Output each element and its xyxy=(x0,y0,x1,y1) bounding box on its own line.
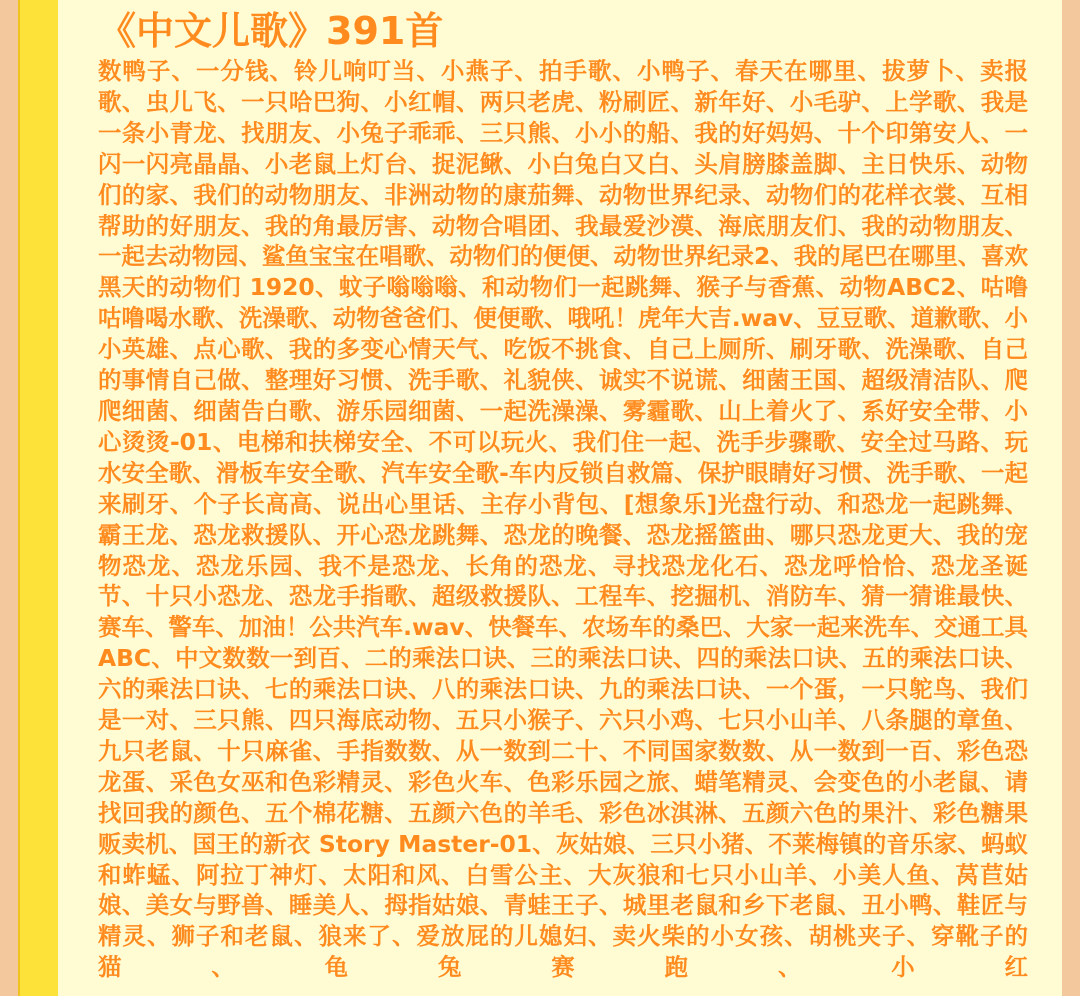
yellow-frame xyxy=(18,0,1062,996)
content-panel xyxy=(58,0,1062,996)
text-content xyxy=(98,6,1028,983)
page-title: 《中文儿歌》391首 xyxy=(98,9,444,53)
song-list-text: 数鸭子、一分钱、铃儿响叮当、小燕子、拍手歌、小鸭子、春天在哪里、拔萝卜、卖报歌、虫儿飞、一只哈巴狗、小红帽、两只老虎、粉刷匠、新年好、小毛驴、上学歌、我是一条小青龙、找朋友、小兔子乖乖、三只熊、小小的船、我的好妈妈、十个印第安人、一闪一闪亮晶晶、小老鼠上灯台、捉泥鳅、小白兔白又白、头肩膀膝盖脚、主日快乐、动物们的家、我们的动物朋友、非洲动物的康茄舞、动物世界纪录、动物们的花样衣裳、互相帮助的好朋友、我的角最厉害、动物合唱团、我最爱沙漠、海底朋友们、我的动物朋友、一起去动物园、鲨鱼宝宝在唱歌、动物们的便便、动物世界纪录2、我的尾巴在哪里、喜欢黑天的动物们 1920、蚊子嗡嗡嗡、和动物们一起跳舞、猴子与香蕉、动物ABC2、咕噜咕噜喝水歌、洗澡歌、动物爸爸们、便便歌、哦吼！虎年大吉.wav、豆豆歌、道歉歌、小小英雄、点心歌、我的多变心情天气、吃饭不挑食、自己上厕所、刷牙歌、洗澡歌、自己的事情自己做、整理好习惯、洗手歌、礼貌侠、诚实不说谎、细菌王国、超级清洁队、爬爬细菌、细菌告白歌、游乐园细菌、一起洗澡澡、雾霾歌、山上着火了、系好安全带、小心烫烫-01、电梯和扶梯安全、不可以玩火、我们住一起、洗手步骤歌、安全过马路、玩水安全歌、滑板车安全歌、汽车安全歌-车内反锁自救篇、保护眼睛好习惯、洗手歌、一起来刷牙、个子长高高、说出心里话、主存小背包、[想象乐]光盘行动、和恐龙一起跳舞、霸王龙、恐龙救援队、开心恐龙跳舞、恐龙的晚餐、恐龙摇篮曲、哪只恐龙更大、我的宠物恐龙、恐龙乐园、我不是恐龙、长角的恐龙、寻找恐龙化石、恐龙呼恰恰、恐龙圣诞节、十只小恐龙、恐龙手指歌、超级救援队、工程车、挖掘机、消防车、猜一猜谁最快、赛车、警车、加油！公共汽车.wav、快餐车、农场车的桑巴、大家一起来洗车、交通工具ABC、中文数数一到百、二的乘法口诀、三的乘法口诀、四的乘法口诀、五的乘法口诀、六的乘法口诀、七的乘法口诀、八的乘法口诀、九的乘法口诀、一个蛋，一只鸵鸟、我们是一对、三只熊、四只海底动物、五只小猴子、六只小鸡、七只小山羊、八条腿的章鱼、九只老鼠、十只麻雀、手指数数、从一数到二十、不同国家数数、从一数到一百、彩色恐龙蛋、采色女巫和色彩精灵、彩色火车、色彩乐园之旅、蜡笔精灵、会变色的小老鼠、请找回我的颜色、五个棉花糖、五颜六色的羊毛、彩色冰淇淋、五颜六色的果汁、彩色糖果贩卖机、国王的新衣 Story Master-01、灰姑娘、三只小猪、不莱梅镇的音乐家、蚂蚁和蚱蜢、阿拉丁神灯、太阳和风、白雪公主、大灰狼和七只小山羊、小美人鱼、莴苣姑娘、美女与野兽、睡美人、拇指姑娘、青蛙王子、城里老鼠和乡下老鼠、丑小鸭、鞋匠与精灵、狮子和老鼠、狼来了、爱放屁的儿媳妇、卖火柴的小女孩、胡桃夹子、穿靴子的猫、龟兔赛跑、小红 xyxy=(98,57,1028,982)
